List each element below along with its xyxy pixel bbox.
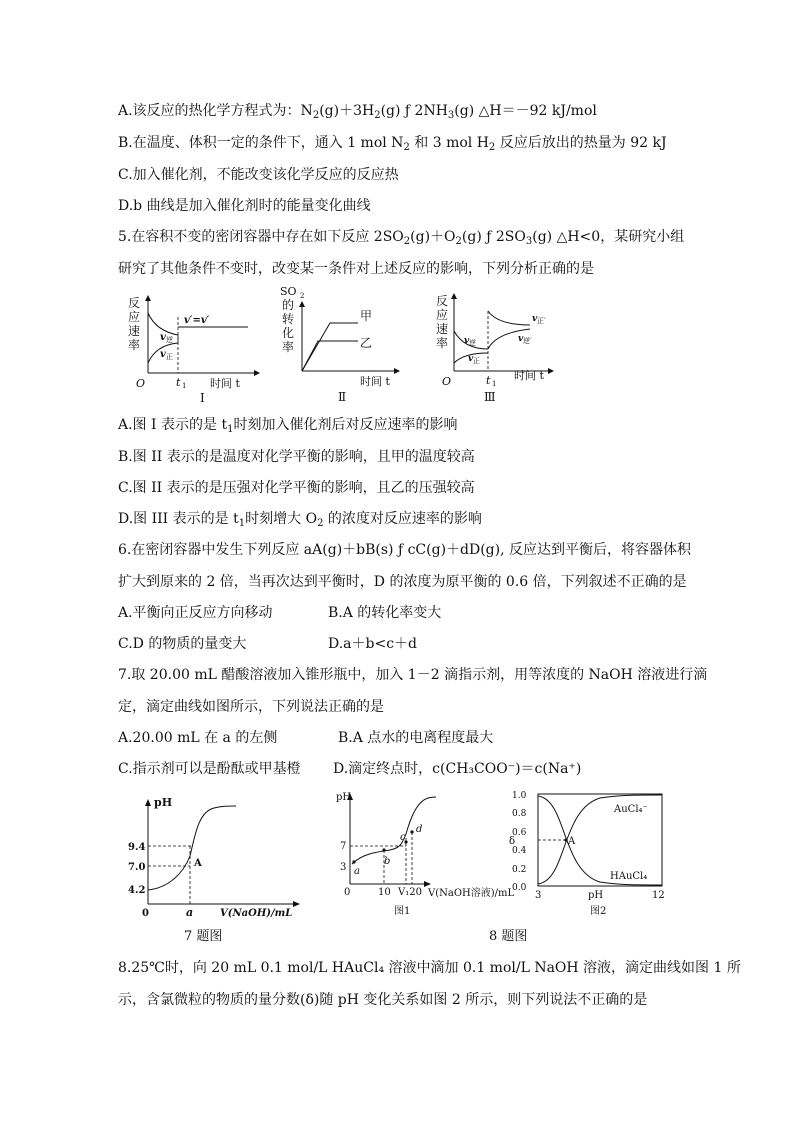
- svg-text:3: 3: [340, 862, 347, 873]
- svg-text:图1: 图1: [394, 906, 411, 917]
- q5-stem-line1: 5.在容积不变的密闭容器中存在如下反应 $2SO_2(g)+O_2(g)$ ƒ $2SO_3(g)$ △H<0，某研究小组: [118, 229, 685, 247]
- q7-option-b: B.A 点水的电离程度最大: [338, 730, 494, 746]
- svg-text:0: 0: [142, 908, 149, 919]
- q4-option-b: B.在温度、体积一定的条件下，通入 1 mol $N_2$ 和 3 mol $H_2$ 反应后放出的热量为 92 kJ: [118, 135, 667, 153]
- svg-text:0: 0: [344, 887, 351, 898]
- svg-text:pH: pH: [588, 890, 604, 901]
- q6-stem-line1: 6.在密闭容器中发生下列反应 aA(g)＋bB(s) ƒ cC(g)＋dD(g), 反应达到平衡后，将容器体积: [118, 542, 692, 558]
- svg-text:12: 12: [652, 890, 665, 901]
- q5-option-c: C.图 II 表示的是压强对化学平衡的影响，且乙的压强较高: [118, 480, 475, 496]
- svg-text:率: 率: [282, 340, 295, 354]
- svg-text:1: 1: [492, 380, 497, 388]
- svg-text:的: 的: [282, 298, 295, 312]
- q6-option-d: D.a＋b<c＋d: [328, 636, 418, 652]
- svg-text:v′=v′: v′=v′: [184, 315, 210, 326]
- q7-option-c: C.指示剂可以是酚酞或甲基橙: [118, 761, 301, 777]
- svg-text:pH: pH: [336, 792, 352, 803]
- q5-stem-line2: 研究了其他条件不变时，改变某一条件对上述反应的影响，下列分析正确的是: [118, 261, 594, 277]
- q7-option-a: A.20.00 mL 在 a 的左侧: [118, 730, 278, 746]
- svg-text:反: 反: [436, 294, 449, 308]
- q5-figure-2: [278, 283, 408, 405]
- svg-text:v: v: [160, 332, 166, 343]
- svg-text:Ⅲ: Ⅲ: [484, 390, 496, 404]
- svg-text:V(NaOH)/mL: V(NaOH)/mL: [220, 908, 293, 919]
- svg-text:2: 2: [300, 292, 305, 300]
- svg-text:反: 反: [128, 296, 141, 310]
- q5-option-b: B.图 II 表示的是温度对化学平衡的影响，且甲的温度较高: [118, 449, 475, 465]
- svg-text:v: v: [532, 314, 538, 324]
- svg-text:4.2: 4.2: [128, 885, 146, 896]
- svg-text:乙: 乙: [360, 336, 373, 350]
- svg-text:甲: 甲: [360, 309, 373, 323]
- svg-text:率: 率: [436, 336, 449, 350]
- svg-text:A: A: [194, 858, 202, 869]
- q5-figure-3: [432, 291, 560, 405]
- q7-stem-line1: 7.取 20.00 mL 醋酸溶液加入锥形瓶中，加入 1－2 滴指示剂，用等浓度的 NaOH 溶液进行滴: [118, 667, 708, 683]
- q6-stem-line2: 扩大到原来的 2 倍，当再次达到平衡时，D 的浓度为原平衡的 0.6 倍，下列叙述不正确的是: [118, 574, 687, 590]
- svg-text:I: I: [200, 391, 205, 405]
- svg-text:O: O: [136, 377, 146, 390]
- svg-text:时间 t: 时间 t: [210, 377, 240, 390]
- svg-text:v: v: [518, 334, 524, 344]
- svg-text:7.0: 7.0: [128, 862, 146, 873]
- svg-text:逆′: 逆′: [523, 337, 532, 345]
- svg-text:A: A: [568, 836, 576, 847]
- svg-text:1.0: 1.0: [512, 791, 527, 801]
- svg-text:0.6: 0.6: [512, 828, 527, 838]
- svg-text:3: 3: [535, 890, 542, 901]
- svg-text:率: 率: [128, 338, 141, 352]
- svg-text:v: v: [468, 354, 474, 364]
- svg-text:时间 t: 时间 t: [360, 375, 390, 388]
- q4-option-d: D.b 曲线是加入催化剂时的能量变化曲线: [118, 198, 371, 214]
- svg-text:v: v: [464, 336, 470, 346]
- svg-text:应: 应: [436, 308, 449, 322]
- svg-text:0.0: 0.0: [512, 883, 527, 893]
- svg-text:应: 应: [128, 310, 141, 324]
- svg-text:SO: SO: [280, 285, 297, 298]
- svg-text:a: a: [186, 906, 194, 919]
- svg-text:7 题图: 7 题图: [184, 929, 223, 944]
- q7-option-d: D.滴定终点时，c(CH₃COO⁻)＝c(Na⁺): [333, 761, 582, 777]
- svg-text:V(NaOH溶液)/mL: V(NaOH溶液)/mL: [428, 888, 515, 899]
- svg-text:速: 速: [436, 322, 449, 336]
- q8-figure-2: [508, 786, 674, 920]
- svg-text:v: v: [160, 349, 166, 360]
- q4-option-a: A.该反应的热化学方程式为：$N_2(g)+3H_2(g)$ ƒ $2NH_3(g)$ △H＝－92 kJ/mol: [118, 103, 597, 121]
- svg-text:a: a: [354, 866, 360, 877]
- q8-figure-1: [336, 786, 527, 920]
- q8-figure-caption: 8 题图: [489, 929, 528, 944]
- svg-text:Ⅱ: Ⅱ: [338, 390, 347, 404]
- q5-figure-1: [120, 293, 260, 405]
- q7-titration-figure: [128, 790, 300, 948]
- svg-text:c: c: [400, 832, 406, 843]
- svg-text:转: 转: [282, 312, 295, 326]
- svg-text:10: 10: [378, 887, 391, 898]
- svg-text:b: b: [384, 856, 391, 867]
- svg-text:速: 速: [128, 324, 141, 338]
- svg-text:图2: 图2: [590, 906, 607, 917]
- svg-text:逆: 逆: [469, 339, 476, 347]
- svg-text:0.4: 0.4: [512, 846, 527, 856]
- svg-text:V₁20: V₁20: [398, 887, 422, 898]
- svg-text:正′: 正′: [537, 317, 546, 325]
- q4-option-c: C.加入催化剂，不能改变该化学反应的反应热: [118, 167, 399, 183]
- svg-text:0.8: 0.8: [512, 809, 527, 819]
- q8-stem-line1: 8.25℃时，向 20 mL 0.1 mol/L HAuCl₄ 溶液中滴加 0.1 mol/L NaOH 溶液，滴定曲线如图 1 所: [118, 960, 741, 976]
- q6-option-a: A.平衡向正反应方向移动: [118, 605, 273, 621]
- svg-text:时间 t: 时间 t: [514, 369, 544, 382]
- svg-text:pH: pH: [154, 796, 173, 809]
- q5-option-d: D.图 III 表示的是 $t_1$时刻增大 $O_2$ 的浓度对反应速率的影响: [118, 511, 482, 529]
- svg-text:正: 正: [166, 353, 173, 361]
- svg-text:化: 化: [282, 326, 295, 340]
- q8-stem-line2: 示，含氯微粒的物质的量分数(δ)随 pH 变化关系如图 2 所示，则下列说法不正确的是: [118, 992, 648, 1008]
- svg-text:t: t: [486, 374, 491, 387]
- svg-text:逆: 逆: [166, 336, 173, 344]
- svg-text:7: 7: [340, 841, 347, 852]
- q6-option-c: C.D 的物质的量变大: [118, 636, 247, 652]
- q6-option-b: B.A 的转化率变大: [328, 605, 442, 621]
- svg-text:O: O: [442, 375, 452, 388]
- svg-text:δ: δ: [509, 836, 516, 847]
- q7-stem-line2: 定，滴定曲线如图所示，下列说法正确的是: [118, 699, 384, 715]
- svg-text:t: t: [176, 376, 181, 389]
- svg-text:正: 正: [473, 357, 480, 365]
- q5-option-a: A.图 I 表示的是 $t_1$时刻加入催化剂后对反应速率的影响: [118, 417, 458, 435]
- svg-text:AuCl₄⁻: AuCl₄⁻: [614, 804, 648, 815]
- svg-text:9.4: 9.4: [128, 842, 146, 853]
- svg-text:0.2: 0.2: [512, 865, 527, 875]
- svg-text:1: 1: [182, 382, 187, 390]
- svg-text:d: d: [416, 824, 423, 835]
- svg-text:HAuCl₄: HAuCl₄: [610, 871, 648, 882]
